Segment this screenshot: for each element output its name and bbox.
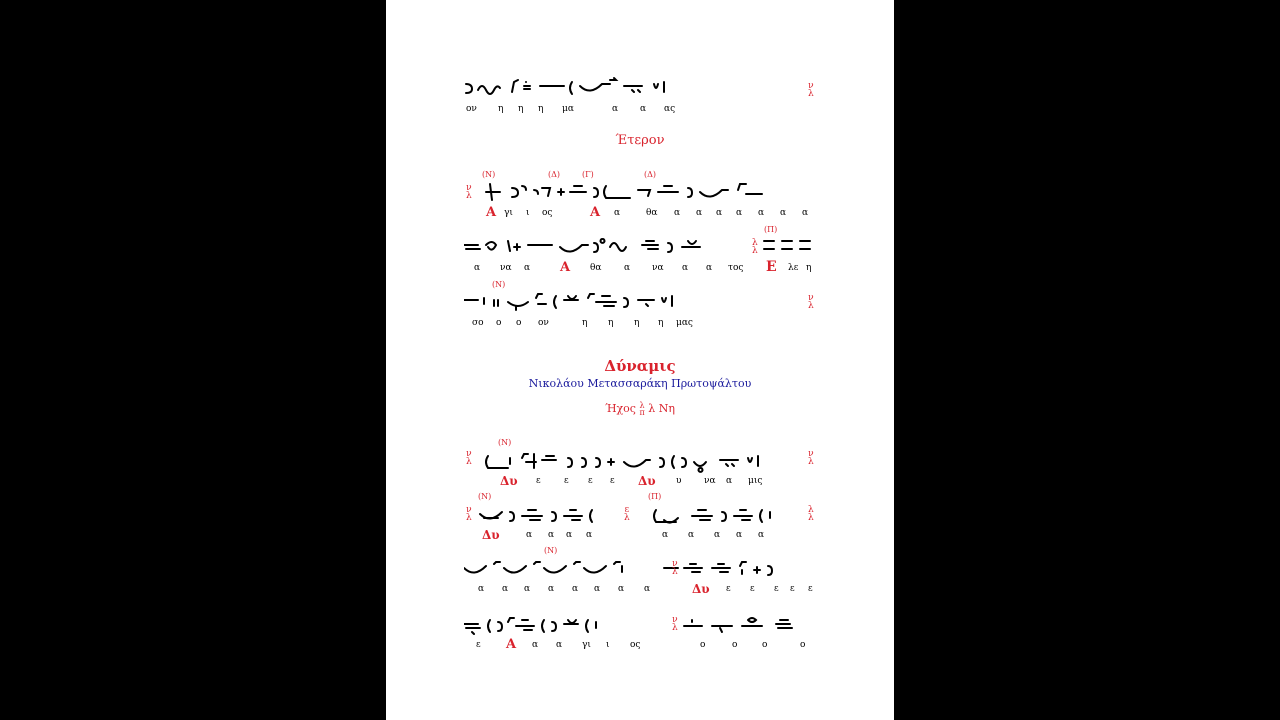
syllable: να <box>500 263 512 273</box>
martyria-sign: ν λ <box>466 449 472 467</box>
syllable: Δυ <box>500 474 518 488</box>
martyria-sign: ε λ <box>624 505 630 523</box>
syllable: Α <box>506 637 517 652</box>
martyria-sign: ν λ <box>466 183 472 201</box>
syllable: Δυ <box>638 474 656 488</box>
syllable: α <box>474 263 481 273</box>
syllable: α <box>478 584 485 594</box>
syllable: α <box>644 584 651 594</box>
syllable: ο <box>762 640 768 650</box>
syllable: σο <box>472 318 484 328</box>
syllable: Α <box>486 205 497 220</box>
syllable: η <box>538 104 544 114</box>
martyria-sign: ν λ <box>808 449 814 467</box>
mode-line <box>386 402 894 416</box>
syllable: η <box>582 318 588 328</box>
neume-row <box>464 235 824 259</box>
syllable: η <box>806 263 812 273</box>
syllable: α <box>594 584 601 594</box>
syllable: α <box>566 530 573 540</box>
mode-sign: λ <box>648 402 656 415</box>
syllable: ε <box>610 476 615 486</box>
syllable: μις <box>748 476 763 486</box>
staff-line-5 <box>386 438 894 488</box>
martyria-sign: ν λ <box>672 615 678 633</box>
syllable: α <box>526 530 533 540</box>
annotation: (Ν) <box>498 438 512 447</box>
syllable: α <box>780 208 787 218</box>
syllable: α <box>640 104 647 114</box>
mode-sign: λ π <box>639 401 645 417</box>
syllable: υ <box>676 476 682 486</box>
syllable: λε <box>788 263 799 273</box>
staff-line-4 <box>386 280 894 328</box>
syllable: η <box>498 104 504 114</box>
neume-row <box>464 558 824 582</box>
syllable: α <box>682 263 689 273</box>
syllable: ε <box>588 476 593 486</box>
neume-row <box>478 504 838 528</box>
syllable: θα <box>590 263 602 273</box>
syllable: α <box>716 208 723 218</box>
syllable: ε <box>476 640 481 650</box>
syllable: ον <box>466 104 477 114</box>
annotation: (Π) <box>764 225 778 234</box>
syllable: μας <box>676 318 693 328</box>
syllable: α <box>714 530 721 540</box>
syllable: α <box>524 584 531 594</box>
syllable: τος <box>728 263 744 273</box>
syllable: να <box>652 263 664 273</box>
annotation: (Γ) <box>582 170 594 179</box>
martyria-sign: λ λ <box>752 238 758 256</box>
syllable: Α <box>590 205 601 220</box>
syllable: ε <box>536 476 541 486</box>
annotation: (Ν) <box>544 546 558 555</box>
syllable: α <box>548 530 555 540</box>
martyria-sign: ν λ <box>466 505 472 523</box>
syllable: α <box>614 208 621 218</box>
syllable: α <box>548 584 555 594</box>
annotation: (Π) <box>648 492 662 501</box>
neume-row <box>482 450 842 474</box>
annotation: (Ν) <box>482 170 496 179</box>
syllable: α <box>502 584 509 594</box>
martyria-sign: ν λ <box>808 81 814 99</box>
syllable: ε <box>774 584 779 594</box>
syllable: ο <box>496 318 502 328</box>
syllable: ος <box>542 208 553 218</box>
syllable: μα <box>562 104 574 114</box>
syllable: ο <box>516 318 522 328</box>
syllable: α <box>572 584 579 594</box>
syllable: ι <box>526 208 530 218</box>
syllable: α <box>696 208 703 218</box>
staff-line-3 <box>386 225 894 275</box>
syllable: η <box>518 104 524 114</box>
staff-line-7 <box>386 546 894 596</box>
syllable: α <box>758 530 765 540</box>
syllable: ο <box>700 640 706 650</box>
martyria-sign: λ λ <box>808 505 814 523</box>
syllable: Δυ <box>482 528 500 542</box>
section-title-eteron: Έτερον <box>615 133 665 148</box>
syllable: α <box>688 530 695 540</box>
staff-line-6 <box>386 492 894 542</box>
syllable: α <box>532 640 539 650</box>
syllable: η <box>634 318 640 328</box>
staff-line-2 <box>386 170 894 220</box>
syllable: γι <box>582 640 591 650</box>
martyria-sign: ν λ <box>808 293 814 311</box>
staff-line-8 <box>386 602 894 652</box>
syllable: γι <box>504 208 513 218</box>
syllable: ι <box>606 640 610 650</box>
syllable: ε <box>726 584 731 594</box>
syllable: Δυ <box>692 582 710 596</box>
syllable: α <box>802 208 809 218</box>
syllable: α <box>736 208 743 218</box>
score-page <box>386 0 894 720</box>
syllable: ον <box>538 318 549 328</box>
neume-row <box>482 180 842 204</box>
syllable: Α <box>560 260 571 275</box>
mode-sign: Νη <box>658 402 675 415</box>
mode-label: Ήχος <box>605 402 636 415</box>
annotation: (Δ) <box>548 170 561 179</box>
syllable: η <box>608 318 614 328</box>
syllable: ο <box>732 640 738 650</box>
syllable: θα <box>646 208 658 218</box>
syllable: ε <box>790 584 795 594</box>
syllable: α <box>586 530 593 540</box>
syllable: ο <box>800 640 806 650</box>
syllable: α <box>706 263 713 273</box>
syllable: α <box>736 530 743 540</box>
syllable: ε <box>750 584 755 594</box>
syllable: η <box>658 318 664 328</box>
neume-row <box>464 76 824 100</box>
syllable: α <box>662 530 669 540</box>
syllable: ος <box>630 640 641 650</box>
neume-row <box>464 614 824 638</box>
annotation: (Δ) <box>644 170 657 179</box>
syllable: ε <box>564 476 569 486</box>
syllable: α <box>624 263 631 273</box>
staff-line-1 <box>386 76 894 116</box>
syllable: α <box>618 584 625 594</box>
martyria-sign: ν λ <box>672 559 678 577</box>
composer-name: Νικολάου Μετασσαράκη Πρωτοψάλτου <box>528 377 752 390</box>
neume-row <box>464 290 824 314</box>
syllable: ε <box>808 584 813 594</box>
syllable: να <box>704 476 716 486</box>
syllable: α <box>726 476 733 486</box>
syllable: α <box>758 208 765 218</box>
annotation: (Ν) <box>492 280 506 289</box>
syllable: α <box>612 104 619 114</box>
annotation: (Ν) <box>478 492 492 501</box>
syllable: α <box>524 263 531 273</box>
syllable: ας <box>664 104 676 114</box>
syllable: Ε <box>766 259 777 275</box>
syllable: α <box>556 640 563 650</box>
syllable: α <box>674 208 681 218</box>
section-title-dynamis: Δύναμις <box>604 357 676 375</box>
